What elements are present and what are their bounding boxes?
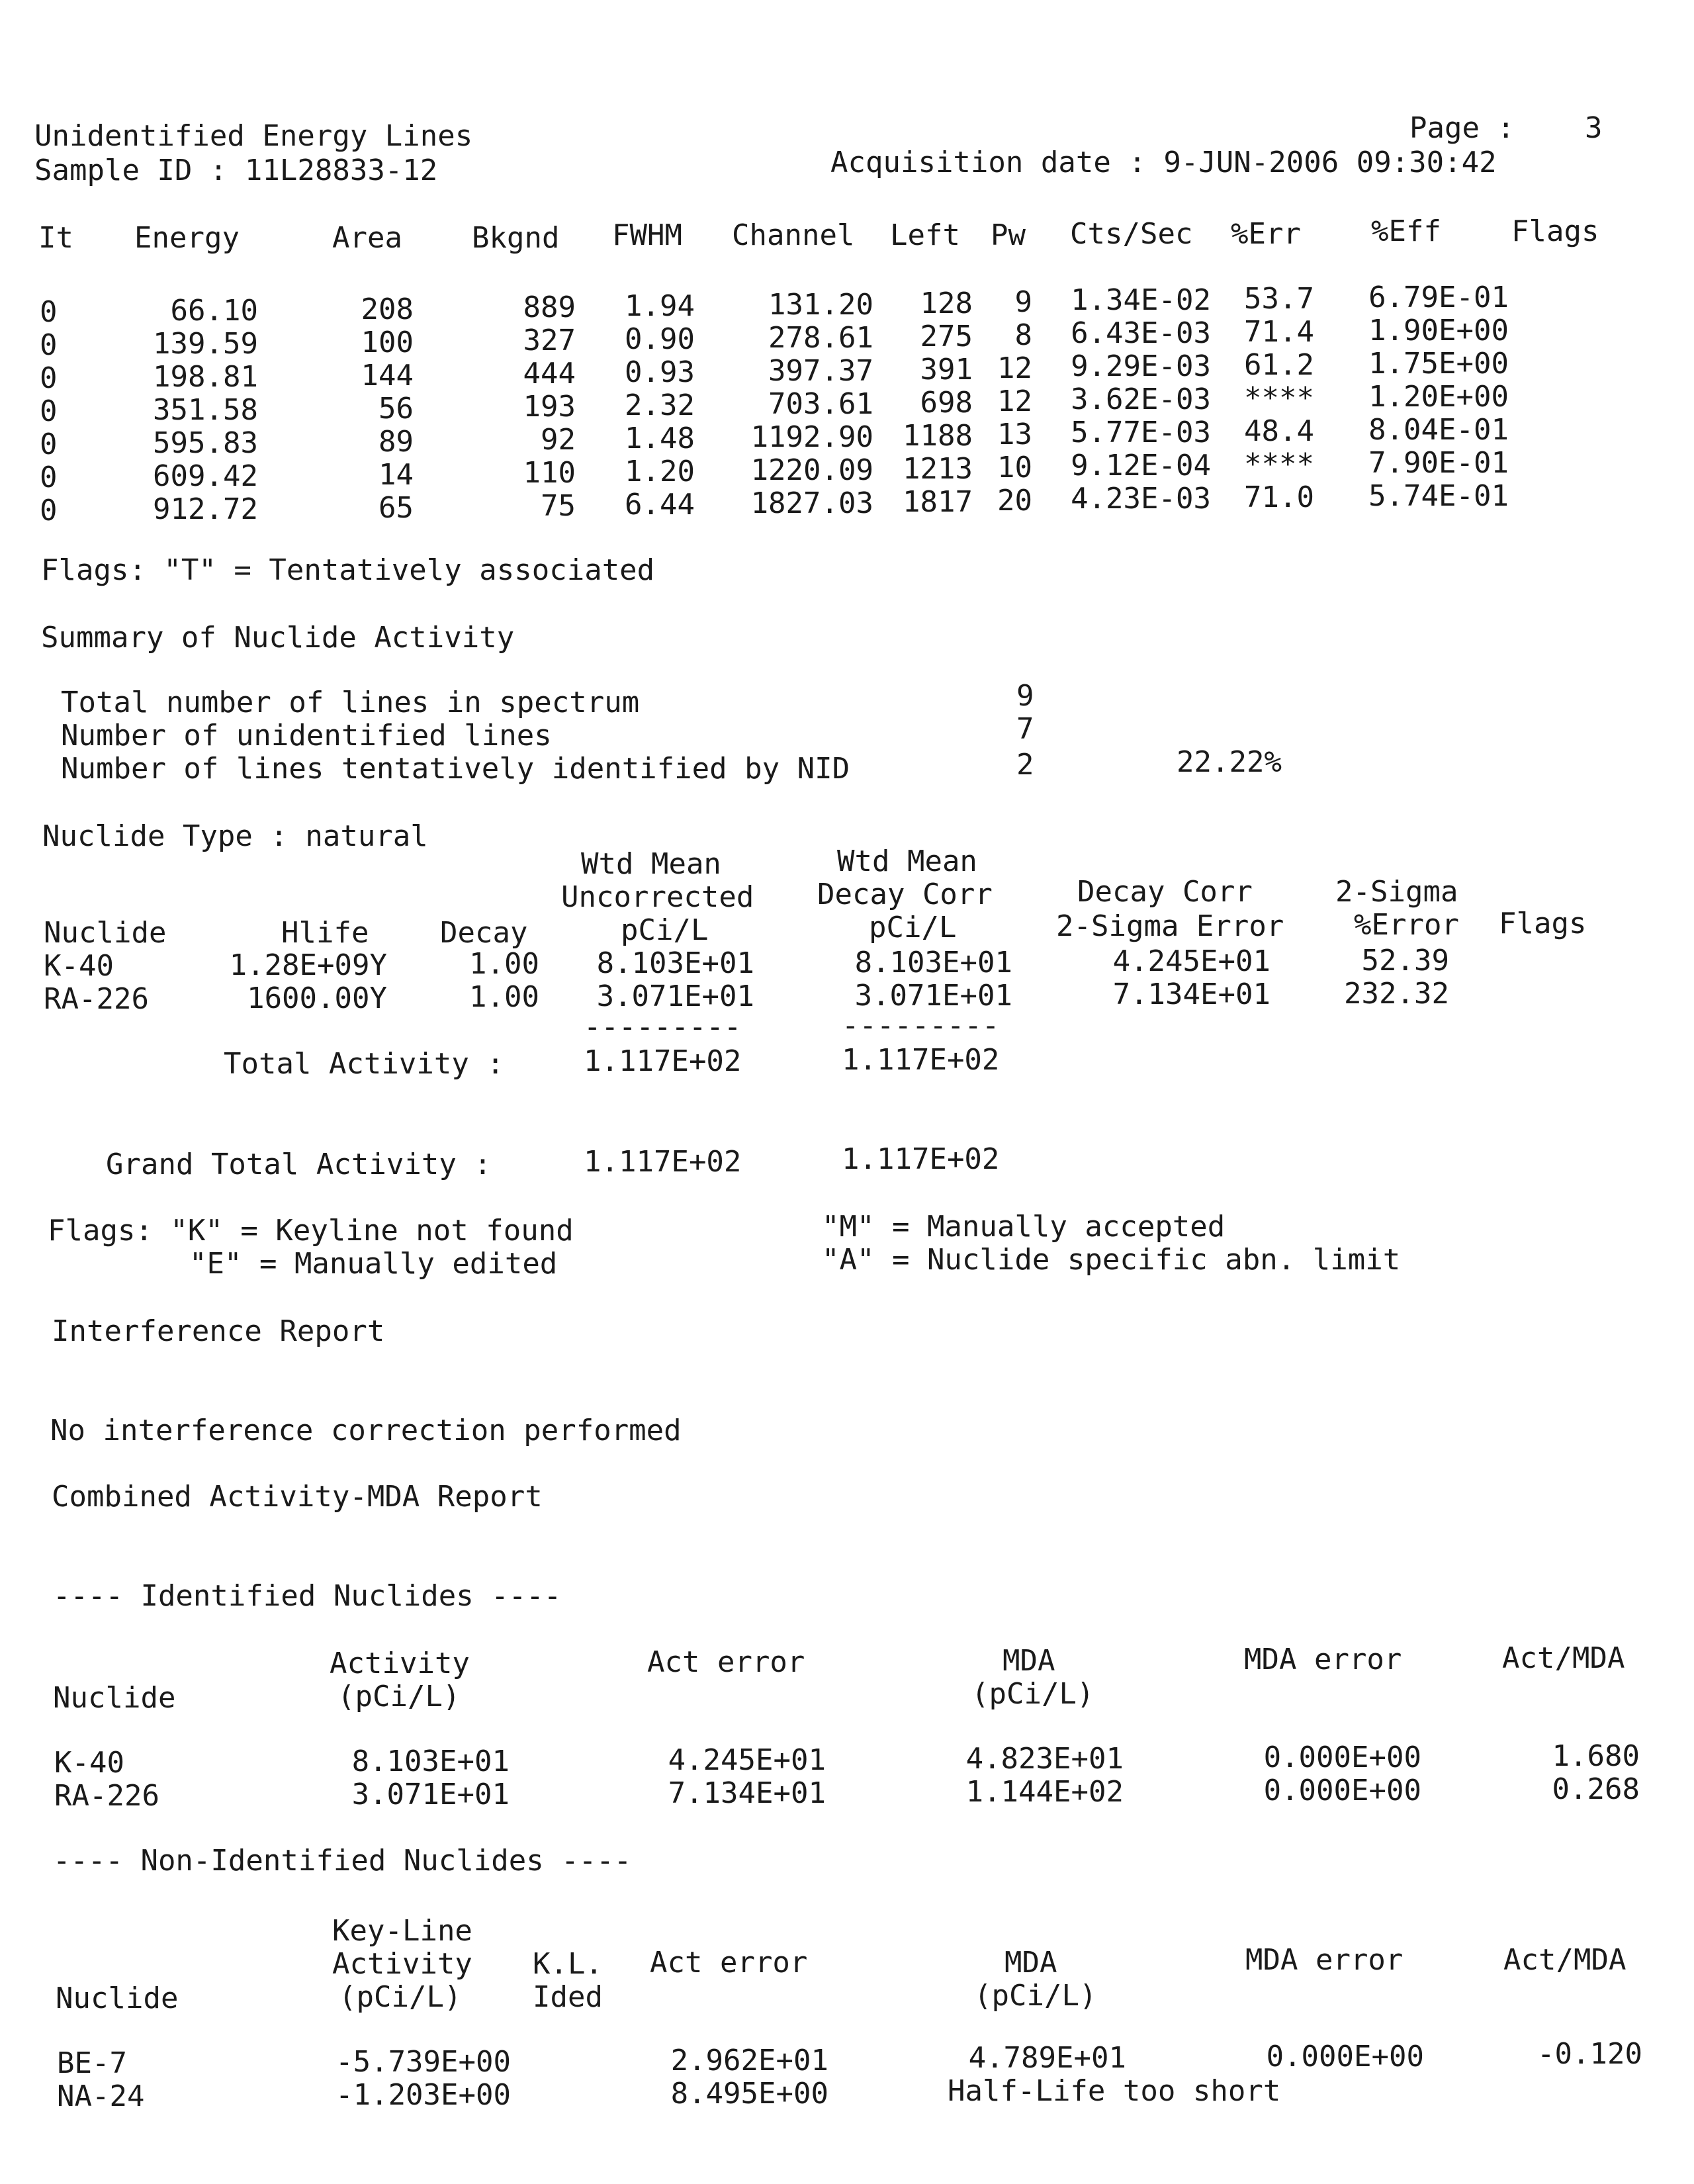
uncorr-activity-cell: 8.103E+01	[596, 946, 754, 980]
flag-k: Flags: "K" = Keyline not found	[48, 1214, 574, 1248]
nuclide-cell: K-40	[44, 949, 114, 983]
area-cell: 100	[361, 326, 414, 359]
id-act-mda-header: Act/MDA	[1502, 1641, 1625, 1675]
summary-label: Number of unidentified lines	[61, 719, 552, 752]
it-cell: 0	[40, 394, 58, 428]
bkgnd-cell: 444	[523, 357, 576, 390]
channel-cell: 278.61	[768, 321, 873, 355]
nid-mda-unit: (pCi/L)	[974, 1979, 1097, 2013]
nid-activity: -5.739E+00	[335, 2045, 511, 2079]
channel-cell: 397.37	[768, 354, 873, 388]
corr-activity-cell: 3.071E+01	[854, 979, 1012, 1013]
col-fwhm-header: FWHM	[612, 218, 682, 252]
col-area-header: Area	[332, 221, 402, 255]
decay-header: Decay	[440, 916, 528, 950]
nid-act-mda: -0.120	[1537, 2037, 1642, 2071]
area-cell: 56	[379, 392, 414, 426]
bkgnd-cell: 75	[541, 489, 576, 523]
bkgnd-cell: 193	[523, 390, 576, 424]
id-mda-unit: (pCi/L)	[971, 1677, 1094, 1711]
identified-heading: ---- Identified Nuclides ----	[53, 1579, 562, 1613]
area-cell: 89	[379, 425, 414, 459]
decay-cell: 1.00	[469, 947, 539, 981]
left-cell: 698	[920, 386, 973, 420]
hlife-cell: 1600.00Y	[247, 981, 387, 1015]
fwhm-cell: 1.20	[625, 455, 695, 488]
eff-cell: 8.04E-01	[1368, 413, 1509, 447]
acquisition-date: Acquisition date : 9-JUN-2006 09:30:42	[830, 146, 1497, 179]
id-act-error-cell: 4.245E+01	[668, 1743, 826, 1777]
nid-activity: -1.203E+00	[335, 2078, 511, 2112]
nid-nuclide: BE-7	[57, 2046, 127, 2080]
left-cell: 1213	[903, 452, 973, 486]
channel-cell: 1192.90	[750, 420, 873, 454]
energy-cell: 139.59	[153, 327, 258, 361]
left-cell: 1817	[903, 485, 973, 519]
flag-e: "E" = Manually edited	[189, 1247, 558, 1281]
cts-sec-cell: 6.43E-03	[1071, 316, 1211, 350]
id-act-error-header: Act error	[647, 1645, 805, 1679]
combined-report-title: Combined Activity-MDA Report	[52, 1480, 543, 1514]
cts-sec-cell: 9.12E-04	[1071, 449, 1211, 482]
nid-act-error: 8.495E+00	[670, 2077, 828, 2111]
eff-cell: 5.74E-01	[1368, 479, 1509, 513]
pw-cell: 9	[1014, 285, 1032, 319]
col-left-header: Left	[890, 218, 960, 252]
energy-cell: 912.72	[153, 492, 258, 526]
pw-cell: 10	[997, 451, 1032, 484]
sigma-error-cell: 7.134E+01	[1112, 978, 1270, 1011]
sample-id: Sample ID : 11L28833-12	[34, 154, 438, 187]
left-cell: 1188	[903, 419, 973, 453]
page-label: Page :	[1409, 111, 1515, 145]
fwhm-cell: 1.94	[625, 289, 695, 323]
id-act-mda-cell: 0.268	[1552, 1772, 1640, 1806]
nid-keyline-header: Key-Line	[332, 1914, 472, 1948]
pct-error-header: %Error	[1354, 908, 1459, 942]
nid-activity-unit: (pCi/L)	[339, 1980, 462, 2014]
err-cell: ****	[1244, 381, 1314, 415]
err-cell: 71.4	[1244, 315, 1314, 349]
nid-mda: 4.789E+01	[968, 2041, 1126, 2075]
id-mda-error-header: MDA error	[1244, 1643, 1402, 1676]
left-cell: 128	[920, 287, 973, 320]
bkgnd-cell: 889	[523, 291, 576, 324]
decay-corr-header: Decay Corr	[817, 878, 993, 911]
summary-value: 9	[1016, 679, 1034, 713]
col-flags-header: Flags	[1511, 214, 1599, 248]
pw-cell: 12	[997, 385, 1032, 418]
nid-half-life-note: Half-Life too short	[948, 2074, 1281, 2108]
id-nuclide-cell: K-40	[54, 1746, 124, 1780]
area-cell: 14	[379, 458, 414, 492]
id-mda-cell: 1.144E+02	[965, 1775, 1124, 1809]
flags-header: Flags	[1499, 907, 1587, 940]
fwhm-cell: 1.48	[625, 422, 695, 455]
summary-value: 7	[1016, 712, 1034, 746]
non-identified-heading: ---- Non-Identified Nuclides ----	[53, 1844, 632, 1878]
summary-value: 2	[1016, 748, 1034, 782]
nid-act-error: 2.962E+01	[670, 2044, 828, 2077]
id-nuclide-cell: RA-226	[54, 1779, 159, 1813]
col-pw-header: Pw	[991, 218, 1026, 252]
cts-sec-cell: 4.23E-03	[1071, 482, 1211, 516]
eff-cell: 1.20E+00	[1368, 380, 1509, 414]
it-cell: 0	[40, 428, 58, 461]
id-activity-cell: 8.103E+01	[351, 1745, 510, 1778]
eff-cell: 7.90E-01	[1368, 446, 1509, 480]
energy-cell: 198.81	[153, 360, 258, 394]
grand-total-corr: 1.117E+02	[842, 1142, 1000, 1176]
pw-cell: 13	[997, 418, 1032, 451]
it-cell: 0	[40, 295, 58, 329]
energy-cell: 609.42	[153, 459, 258, 493]
col-eff-header: %Eff	[1371, 214, 1441, 248]
id-activity-header: Activity	[330, 1647, 470, 1680]
cts-sec-cell: 3.62E-03	[1071, 383, 1211, 416]
flags-tentative: Flags: "T" = Tentatively associated	[41, 553, 655, 587]
err-cell: 48.4	[1244, 414, 1314, 448]
flag-m: "M" = Manually accepted	[822, 1210, 1226, 1244]
wtd-mean-uncorr-header: Wtd Mean	[581, 847, 721, 881]
left-cell: 391	[920, 353, 973, 387]
nid-kl-header: K.L.	[533, 1947, 603, 1981]
fwhm-cell: 0.93	[625, 355, 695, 389]
col-bkgnd-header: Bkgnd	[472, 221, 560, 255]
bkgnd-cell: 110	[523, 456, 576, 490]
nid-mda-error: 0.000E+00	[1266, 2040, 1424, 2073]
fwhm-cell: 6.44	[625, 488, 695, 522]
decay-cell: 1.00	[469, 980, 539, 1014]
nid-act-mda-header: Act/MDA	[1503, 1943, 1627, 1977]
interference-title: Interference Report	[52, 1314, 385, 1348]
summary-label: Number of lines tentatively identified by NID	[61, 752, 850, 786]
corr-activity-cell: 8.103E+01	[854, 946, 1012, 979]
nuclide-type-title: Nuclide Type : natural	[42, 819, 428, 853]
id-mda-error-cell: 0.000E+00	[1263, 1774, 1421, 1807]
nid-nuclide-header: Nuclide	[56, 1981, 179, 2015]
interference-note: No interference correction performed	[50, 1414, 682, 1447]
it-cell: 0	[40, 494, 58, 527]
area-cell: 65	[379, 491, 414, 525]
hlife-cell: 1.28E+09Y	[229, 948, 387, 982]
total-activity-uncorr: 1.117E+02	[584, 1044, 742, 1078]
wtd-mean-corr-header: Wtd Mean	[837, 844, 977, 878]
hlife-header: Hlife	[281, 916, 369, 950]
id-mda-header: MDA	[1003, 1644, 1055, 1678]
err-cell: 71.0	[1244, 480, 1314, 514]
channel-cell: 131.20	[768, 288, 873, 322]
id-nuclide-header: Nuclide	[53, 1681, 176, 1715]
energy-cell: 595.83	[153, 426, 258, 460]
pw-cell: 8	[1014, 318, 1032, 352]
grand-total-label: Grand Total Activity :	[106, 1148, 492, 1181]
nid-act-error-header: Act error	[650, 1946, 808, 1979]
summary-label: Total number of lines in spectrum	[61, 686, 640, 719]
channel-cell: 1220.09	[750, 453, 873, 487]
two-sigma-header: 2-Sigma	[1335, 875, 1458, 909]
total-activity-corr: 1.117E+02	[842, 1043, 1000, 1077]
report-title: Unidentified Energy Lines	[34, 119, 473, 153]
col-cts-sec-header: Cts/Sec	[1070, 217, 1193, 251]
it-cell: 0	[40, 328, 58, 362]
page-number: 3	[1585, 111, 1603, 145]
energy-cell: 351.58	[153, 393, 258, 427]
dashes-uncorr: ---------	[584, 1010, 742, 1044]
cts-sec-cell: 5.77E-03	[1071, 416, 1211, 449]
channel-cell: 703.61	[768, 387, 873, 421]
eff-cell: 1.90E+00	[1368, 314, 1509, 347]
summary-title: Summary of Nuclide Activity	[41, 621, 515, 655]
col-err-header: %Err	[1231, 217, 1301, 251]
nid-mda-header: MDA	[1004, 1946, 1057, 1979]
id-activity-cell: 3.071E+01	[351, 1778, 510, 1811]
nid-mda-error-header: MDA error	[1245, 1943, 1404, 1977]
it-cell: 0	[40, 361, 58, 395]
col-it-header: It	[38, 221, 73, 255]
err-cell: 61.2	[1244, 348, 1314, 382]
id-act-mda-cell: 1.680	[1552, 1739, 1640, 1773]
cts-sec-cell: 1.34E-02	[1071, 283, 1211, 317]
bkgnd-cell: 92	[541, 423, 576, 457]
summary-percent: 22.22%	[1177, 745, 1282, 779]
err-cell: ****	[1244, 447, 1314, 481]
id-mda-cell: 4.823E+01	[965, 1742, 1124, 1776]
nid-activity-header: Activity	[332, 1947, 472, 1981]
fwhm-cell: 2.32	[625, 388, 695, 422]
col-energy-header: Energy	[134, 221, 240, 255]
eff-cell: 6.79E-01	[1368, 281, 1509, 314]
nuclide-cell: RA-226	[44, 982, 149, 1016]
id-mda-error-cell: 0.000E+00	[1263, 1741, 1421, 1774]
pw-cell: 12	[997, 351, 1032, 385]
cts-sec-cell: 9.29E-03	[1071, 349, 1211, 383]
uncorr-activity-cell: 3.071E+01	[596, 979, 754, 1013]
pct-error-cell: 52.39	[1361, 944, 1449, 978]
uncorrected-header: Uncorrected	[561, 880, 754, 914]
eff-cell: 1.75E+00	[1368, 347, 1509, 381]
sigma-error-cell: 4.245E+01	[1112, 944, 1270, 978]
total-activity-label: Total Activity :	[224, 1047, 504, 1081]
bkgnd-cell: 327	[523, 324, 576, 357]
area-cell: 144	[361, 359, 414, 392]
col-channel-header: Channel	[732, 218, 855, 252]
pci-l-corr-header: pCi/L	[869, 911, 957, 944]
pct-error-cell: 232.32	[1344, 977, 1449, 1011]
grand-total-uncorr: 1.117E+02	[584, 1145, 742, 1179]
nuclide-header: Nuclide	[44, 916, 167, 950]
err-cell: 53.7	[1244, 282, 1314, 316]
id-activity-unit: (pCi/L)	[337, 1680, 461, 1713]
fwhm-cell: 0.90	[625, 322, 695, 356]
nid-nuclide: NA-24	[57, 2079, 145, 2113]
pci-l-uncorr-header: pCi/L	[621, 913, 709, 947]
channel-cell: 1827.03	[750, 486, 873, 520]
area-cell: 208	[361, 293, 414, 326]
energy-cell: 66.10	[170, 294, 258, 328]
dashes-corr: ---------	[842, 1009, 1000, 1042]
two-sigma-error-header: 2-Sigma Error	[1056, 909, 1284, 943]
nid-ided-header: Ided	[533, 1980, 603, 2014]
decay-corr-error-header: Decay Corr	[1077, 875, 1253, 909]
id-act-error-cell: 7.134E+01	[668, 1776, 826, 1810]
flag-a: "A" = Nuclide specific abn. limit	[822, 1243, 1401, 1277]
pw-cell: 20	[997, 484, 1032, 518]
it-cell: 0	[40, 461, 58, 494]
left-cell: 275	[920, 320, 973, 353]
